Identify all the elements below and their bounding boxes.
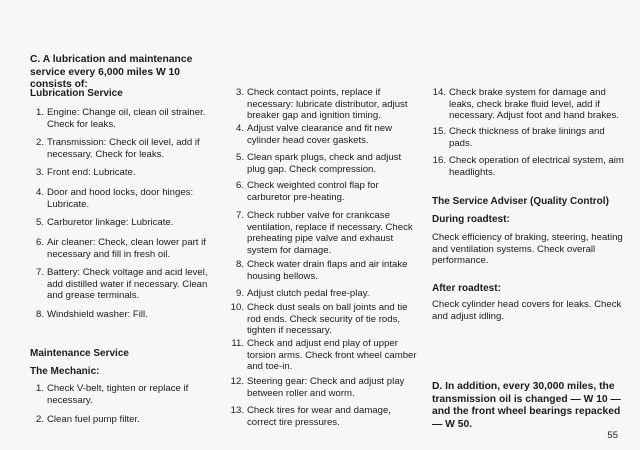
list-item: 4. Adjust valve clearance and fit new cylinder head cover gaskets. bbox=[235, 123, 393, 146]
list-item: 5. Carburetor linkage: Lubricate. bbox=[35, 217, 174, 228]
list-item: 13. Check tires for wear and damage, correct tire pressures. bbox=[230, 405, 391, 428]
list-item: 8. Check water drain flaps and air intake housing bellows. bbox=[235, 259, 408, 282]
service-adviser-heading: The Service Adviser (Quality Control) bbox=[432, 196, 609, 207]
page-number: 55 bbox=[607, 430, 618, 441]
list-item: 3. Check contact points, replace if necessary: lubricate distributor, adjust breaker gap and ignition timing. bbox=[235, 87, 408, 122]
list-item: 10. Check dust seals on ball joints and tie rod ends. Check security of tie rods, tighten if necessary. bbox=[230, 302, 408, 337]
list-item: 7. Check rubber valve for crankcase ventilation, replace if necessary. Check preheating pipe valve and exhaust system for damage. bbox=[235, 210, 413, 256]
list-item: 12. Steering gear: Check and adjust play between roller and worm. bbox=[230, 376, 405, 399]
after-roadtest-heading: After roadtest: bbox=[432, 283, 501, 294]
list-item: 8. Windshield washer: Fill. bbox=[35, 309, 148, 320]
maintenance-heading: Maintenance Service bbox=[30, 348, 129, 359]
list-item: 3. Front end: Lubricate. bbox=[35, 167, 136, 178]
list-item: 5. Clean spark plugs, check and adjust plug gap. Check compression. bbox=[235, 152, 402, 175]
list-item: 1. Engine: Change oil, clean oil strainer. Check for leaks. bbox=[35, 107, 206, 130]
list-item: 2. Clean fuel pump filter. bbox=[35, 414, 140, 425]
list-item: 15. Check thickness of brake linings and pads. bbox=[432, 126, 605, 149]
during-roadtest-text: Check efficiency of braking, steering, heating and ventilation systems. Check overall performance. bbox=[432, 232, 623, 267]
section-d-text: D. In addition, every 30,000 miles, the transmission oil is changed — W 10 — and the front wheel bearings repacked — W 50. bbox=[432, 381, 621, 430]
list-item: 2. Transmission: Check oil level, add if necessary. Check for leaks. bbox=[35, 137, 200, 160]
list-item: 6. Check weighted control flap for carburetor pre-heating. bbox=[235, 180, 379, 203]
list-item: 16. Check operation of electrical system, aim headlights. bbox=[432, 155, 624, 178]
list-item: 4. Door and hood locks, door hinges: Lubricate. bbox=[35, 187, 194, 210]
after-roadtest-text: Check cylinder head covers for leaks. Check and adjust idling. bbox=[432, 299, 622, 322]
list-item: 6. Air cleaner: Check, clean lower part if necessary and fill in fresh oil. bbox=[35, 237, 206, 260]
list-item: 11. Check and adjust end play of upper torsion arms. Check front wheel camber and toe-in. bbox=[231, 338, 417, 373]
list-item: 14. Check brake system for damage and leaks, check brake fluid level, add if necessary. Adjust foot and hand brakes. bbox=[432, 87, 619, 122]
mechanic-subheading: The Mechanic: bbox=[30, 366, 100, 377]
list-item: 7. Battery: Check voltage and acid level, add distilled water if necessary. Clean and grease terminals. bbox=[35, 267, 208, 302]
during-roadtest-heading: During roadtest: bbox=[432, 214, 510, 225]
section-c-title: C. A lubrication and maintenance service every 6,000 miles W 10 consists of: bbox=[30, 54, 193, 90]
list-item: 1. Check V-belt, tighten or replace if necessary. bbox=[35, 383, 189, 406]
lubrication-heading: Lubrication Service bbox=[30, 88, 123, 99]
list-item: 9. Adjust clutch pedal free-play. bbox=[235, 288, 370, 299]
